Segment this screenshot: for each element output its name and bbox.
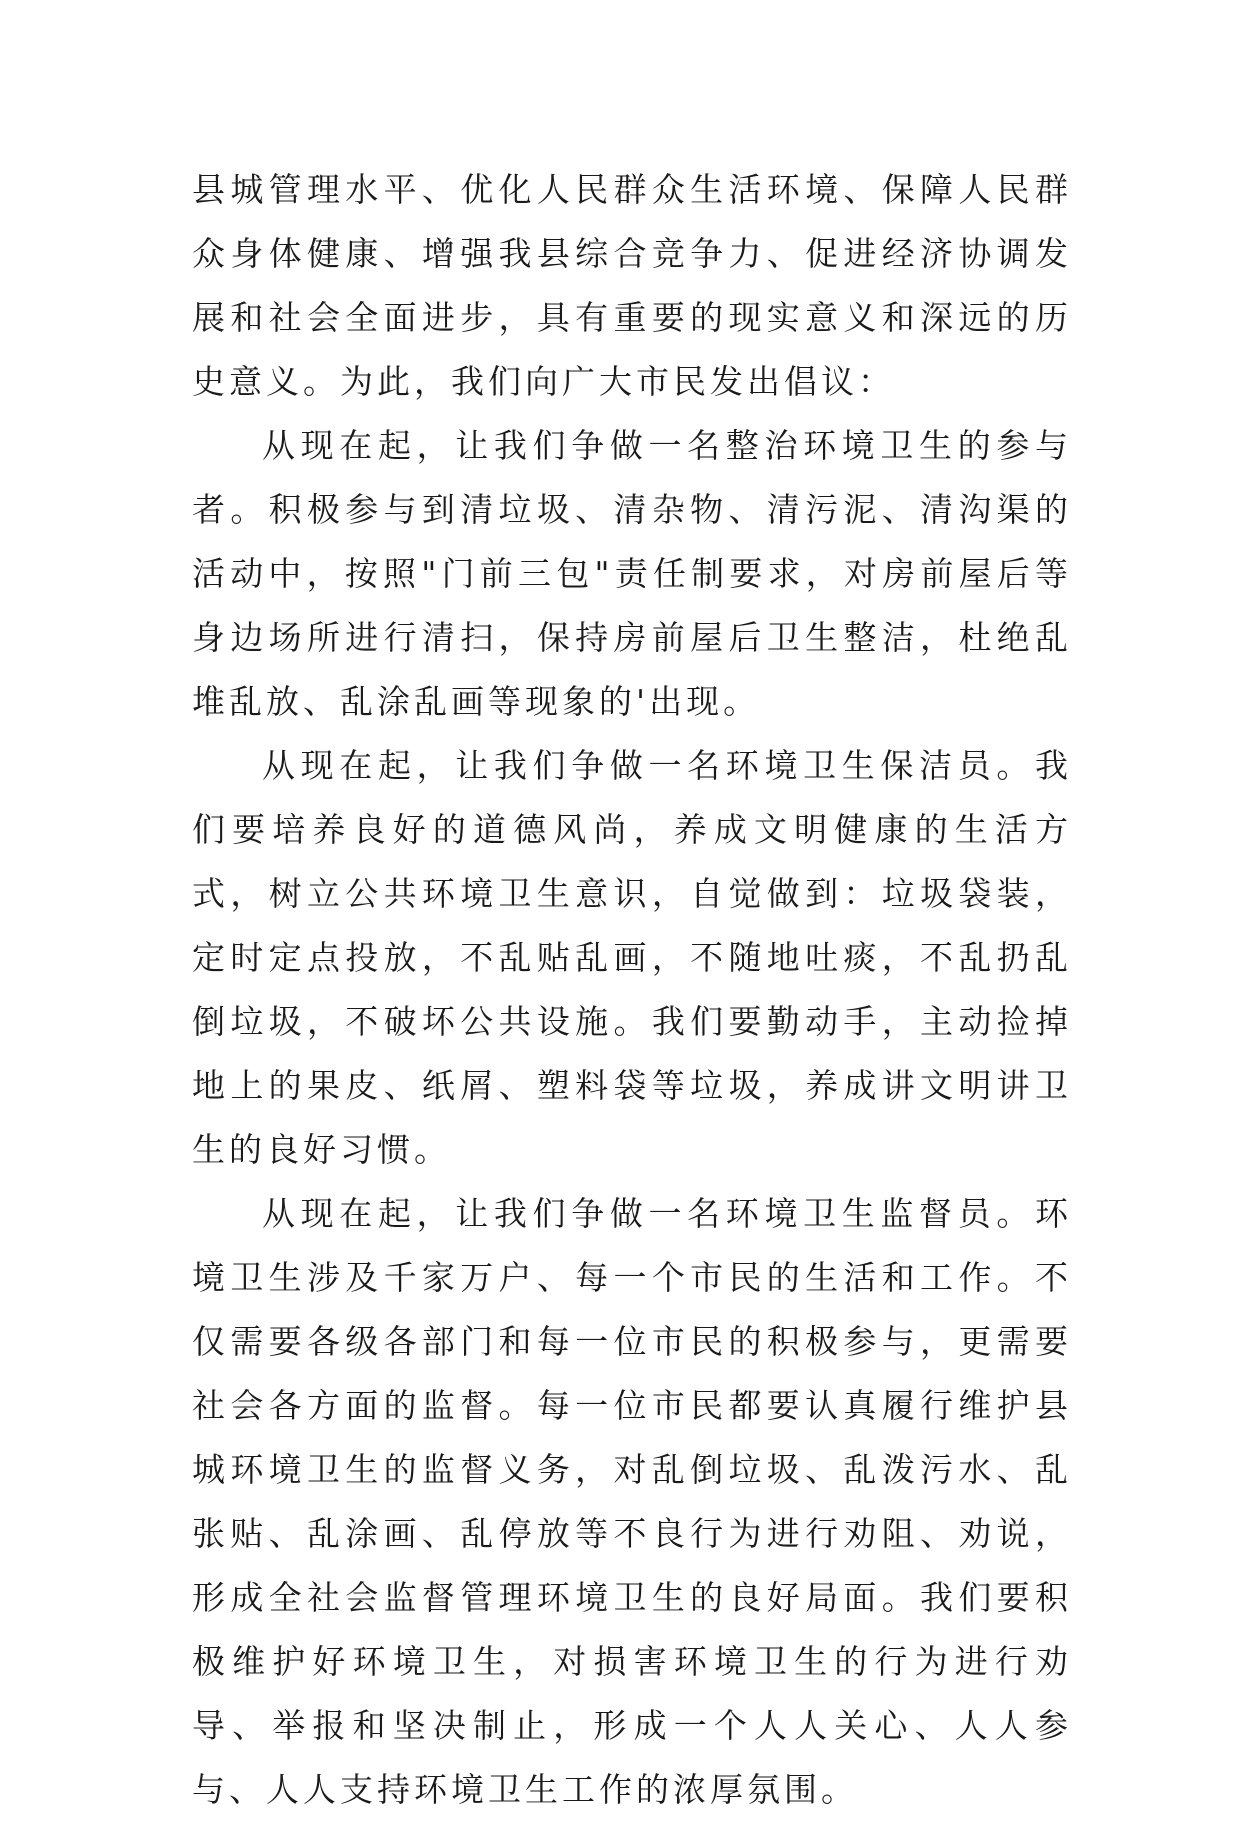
paragraph-participant: 从现在起，让我们争做一名整治环境卫生的参与者。积极参与到清垃圾、清杂物、清污泥、清沟渠的活动中，按照"门前三包"责任制要求，对房前屋后等身边场所进行清扫，保持房前屋后卫生整洁，杜绝乱堆乱放、乱涂乱画等现象的'出现。: [192, 426, 1072, 721]
document-body: [192, 158, 1072, 1822]
paragraph-continuation: 县城管理水平、优化人民群众生活环境、保障人民群众身体健康、增强我县综合竞争力、促进经济协调发展和社会全面进步，具有重要的现实意义和深远的历史意义。为此，我们向广大市民发出倡议：: [192, 170, 1072, 401]
paragraph-supervisor: 从现在起，让我们争做一名环境卫生监督员。环境卫生涉及千家万户、每一个市民的生活和工作。不仅需要各级各部门和每一位市民的积极参与，更需要社会各方面的监督。每一位市民都要认真履行维护县城环境卫生的监督义务，对乱倒垃圾、乱泼污水、乱张贴、乱涂画、乱停放等不良行为进行劝阻、劝说，形成全社会监督管理环境卫生的良好局面。我们要积极维护好环境卫生，对损害环境卫生的行为进行劝导、举报和坚决制止，形成一个人人关心、人人参与、人人支持环境卫生工作的浓厚氛围。: [192, 1194, 1072, 1809]
paragraph-cleaner: 从现在起，让我们争做一名环境卫生保洁员。我们要培养良好的道德风尚，养成文明健康的生活方式，树立公共环境卫生意识，自觉做到：垃圾袋装，定时定点投放，不乱贴乱画，不随地吐痰，不乱扔乱倒垃圾，不破坏公共设施。我们要勤动手，主动捡掉地上的果皮、纸屑、塑料袋等垃圾，养成讲文明讲卫生的良好习惯。: [192, 746, 1072, 1169]
